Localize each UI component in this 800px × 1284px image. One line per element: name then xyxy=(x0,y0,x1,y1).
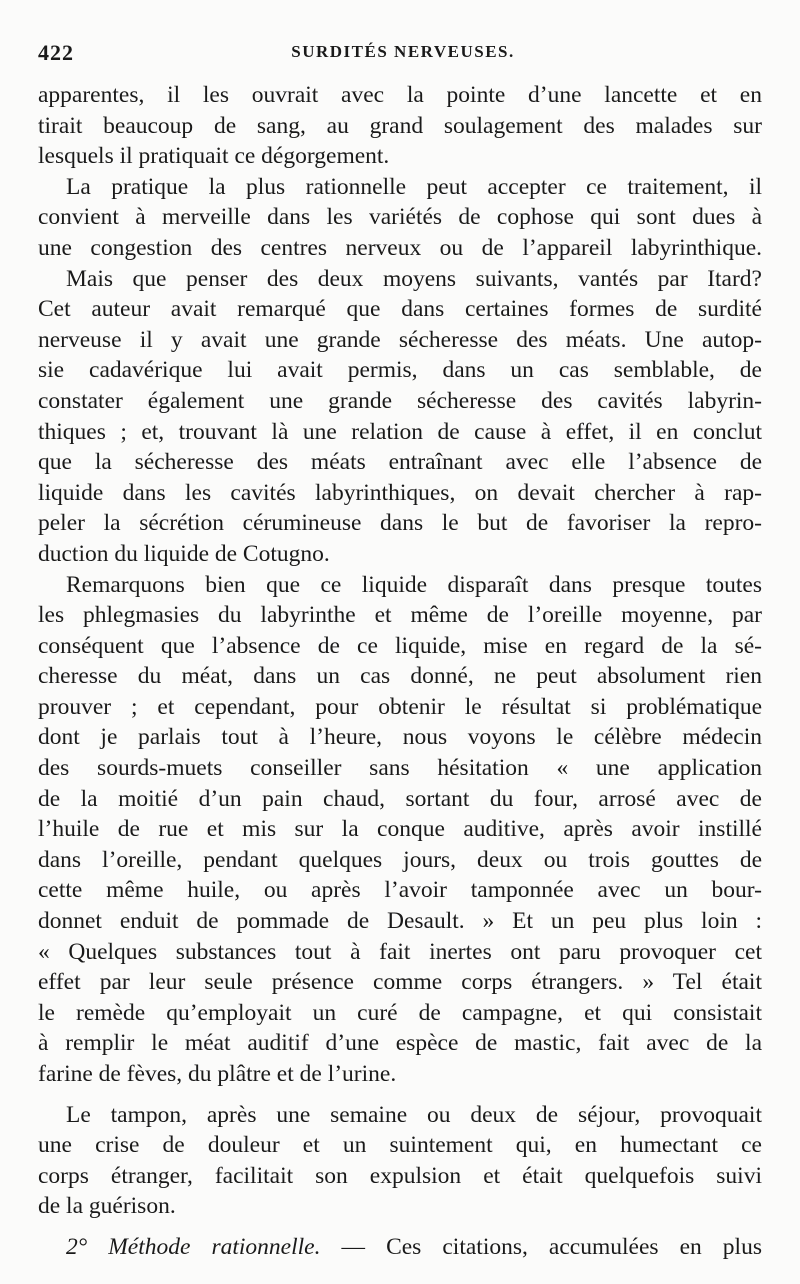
text-line: conséquent que l’absence de ce liquide, mise en regard de la sé- xyxy=(38,632,762,659)
text-line: duction du liquide de Cotugno. xyxy=(38,540,330,567)
text-line: une crise de douleur et un suintement qui, en humectant ce xyxy=(38,1132,762,1159)
text-line: nerveuse il y avait une grande sécheresse des méats. Une autop- xyxy=(38,326,762,353)
text-line: Le tampon, après une semaine ou deux de séjour, provoquait xyxy=(66,1101,762,1128)
text-line: liquide dans les cavités labyrinthiques, on devait chercher à rap- xyxy=(38,479,762,506)
section-text: — Ces citations, accumulées en plus xyxy=(320,1233,762,1260)
text-line: donnet enduit de pommade de Desault. » Et un peu plus loin : xyxy=(38,908,762,935)
text-line: La pratique la plus rationnelle peut accepter ce traitement, il xyxy=(66,173,762,200)
text-line: cette même huile, ou après l’avoir tamponnée avec un bour- xyxy=(38,877,762,904)
method-label: 2° Méthode rationnelle. xyxy=(66,1233,321,1260)
text-line: thiques ; et, trouvant là une relation de cause à effet, il en conclut xyxy=(38,418,762,445)
page-number: 422 xyxy=(38,40,74,65)
text-line: tirait beaucoup de sang, au grand soulagement des malades sur xyxy=(38,112,762,139)
text-line: peler la sécrétion cérumineuse dans le but de favoriser la repro- xyxy=(38,510,762,537)
body-text xyxy=(38,80,762,1263)
text-line: effet par leur seule présence comme corps étrangers. » Tel était xyxy=(38,969,762,996)
text-line: l’huile de rue et mis sur la conque auditive, après avoir instillé xyxy=(38,816,762,843)
text-line: sie cadavérique lui avait permis, dans un cas semblable, de xyxy=(38,357,762,384)
running-title: SURDITÉS NERVEUSES. xyxy=(291,42,515,61)
text-line: des sourds-muets conseiller sans hésitation « une application xyxy=(38,755,762,782)
text-line: corps étranger, facilitait son expulsion et était quelquefois suivi xyxy=(38,1162,762,1189)
text-line: que la sécheresse des méats entraînant avec elle l’absence de xyxy=(38,449,762,476)
section-heading-line xyxy=(38,1232,762,1263)
paragraph-gap xyxy=(38,1222,762,1232)
text-line: le remède qu’employait un curé de campagne, et qui consistait xyxy=(38,999,762,1026)
text-line: farine de fèves, du plâtre et de l’urine. xyxy=(38,1061,397,1087)
text-line: dont je parlais tout à l’heure, nous voyons le célèbre médecin xyxy=(38,724,762,751)
paragraph xyxy=(38,1100,762,1222)
text-line: cheresse du méat, dans un cas donné, ne peut absolument rien xyxy=(38,663,762,690)
page-header xyxy=(38,40,768,70)
text-line: de la moitié d’un pain chaud, sortant du four, arrosé avec de xyxy=(38,785,762,812)
paragraph-gap xyxy=(38,1090,762,1100)
text-line: une congestion des centres nerveux ou de l’appareil labyrinthique. xyxy=(38,234,762,261)
text-line: Remarquons bien que ce liquide disparaît dans presque toutes xyxy=(66,571,762,598)
text-line: « Quelques substances tout à fait inertes ont paru provoquer cet xyxy=(38,938,762,965)
text-line: à remplir le méat auditif d’une espèce de mastic, fait avec de la xyxy=(38,1030,762,1057)
paragraph xyxy=(38,264,762,570)
text-line: convient à merveille dans les variétés de cophose qui sont dues à xyxy=(38,204,762,231)
text-line: lesquels il pratiquait ce dégorgement. xyxy=(38,143,390,170)
paragraph xyxy=(38,172,762,264)
paragraph xyxy=(38,80,762,172)
text-line: apparentes, il les ouvrait avec la pointe d’une lancette et en xyxy=(38,82,762,108)
text-line: Mais que penser des deux moyens suivants, vantés par Itard? xyxy=(66,265,762,292)
text-line: prouver ; et cependant, pour obtenir le résultat si problématique xyxy=(38,693,762,720)
text-line: de la guérison. xyxy=(38,1193,176,1220)
paragraph xyxy=(38,570,762,1090)
text-line: dans l’oreille, pendant quelques jours, deux ou trois gouttes de xyxy=(38,846,762,873)
text-line: les phlegmasies du labyrinthe et même de l’oreille moyenne, par xyxy=(38,602,762,629)
text-line: Cet auteur avait remarqué que dans certaines formes de surdité xyxy=(38,296,762,323)
text-line: constater également une grande sécheresse des cavités labyrin- xyxy=(38,387,762,414)
